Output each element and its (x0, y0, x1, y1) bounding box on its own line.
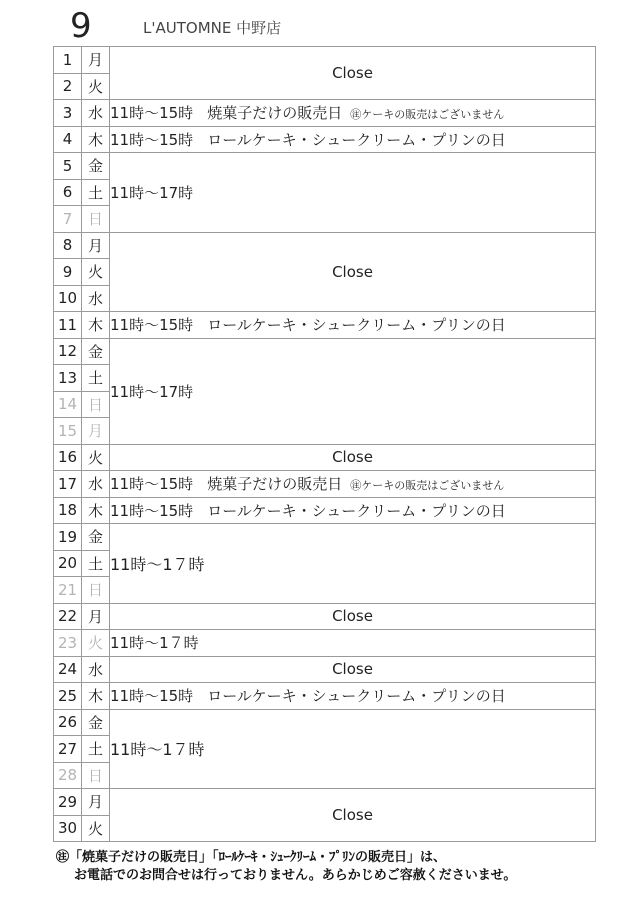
table-row (54, 47, 596, 74)
table-row (54, 683, 596, 710)
day-of-week: 火 (82, 73, 110, 100)
event-text: 焼菓子だけの販売日 (207, 104, 343, 123)
day-number: 1 (54, 47, 82, 74)
table-row (54, 312, 596, 339)
day-number: 21 (54, 577, 82, 604)
status-cell: 11時〜17時 (110, 153, 596, 233)
day-of-week: 土 (82, 365, 110, 392)
day-number: 28 (54, 762, 82, 789)
calendar-header (0, 0, 640, 46)
day-of-week: 日 (82, 577, 110, 604)
day-number: 16 (54, 444, 82, 471)
status-cell (110, 100, 596, 127)
day-of-week: 土 (82, 179, 110, 206)
day-number: 18 (54, 497, 82, 524)
table-row (54, 524, 596, 551)
day-number: 11 (54, 312, 82, 339)
day-of-week: 月 (82, 789, 110, 816)
footnote-line2: お電話でのお問合せは行っておりません。あらかじめご容赦くださいませ。 (74, 868, 517, 883)
day-number: 22 (54, 603, 82, 630)
day-of-week: 火 (82, 259, 110, 286)
status-cell: Close (110, 656, 596, 683)
table-row (54, 126, 596, 153)
day-number: 12 (54, 338, 82, 365)
day-of-week: 土 (82, 736, 110, 763)
hours-text: 11時〜15時 (110, 475, 194, 494)
day-of-week: 日 (82, 391, 110, 418)
day-of-week: 木 (82, 126, 110, 153)
day-number: 24 (54, 656, 82, 683)
day-number: 3 (54, 100, 82, 127)
day-number: 29 (54, 789, 82, 816)
schedule-table (53, 46, 596, 842)
status-cell: 11時〜17時 (110, 338, 596, 444)
day-number: 6 (54, 179, 82, 206)
status-cell: Close (110, 789, 596, 842)
day-of-week: 火 (82, 630, 110, 657)
table-row (54, 630, 596, 657)
day-number: 23 (54, 630, 82, 657)
table-row (54, 338, 596, 365)
day-of-week: 金 (82, 524, 110, 551)
hours-text: 11時〜15時 (110, 130, 194, 149)
day-of-week: 火 (82, 444, 110, 471)
day-of-week: 木 (82, 683, 110, 710)
status-cell: 11時〜1７時 (110, 709, 596, 789)
day-number: 13 (54, 365, 82, 392)
table-row (54, 444, 596, 471)
day-of-week: 木 (82, 497, 110, 524)
status-cell (110, 312, 596, 339)
day-of-week: 日 (82, 206, 110, 233)
day-of-week: 金 (82, 338, 110, 365)
day-number: 17 (54, 471, 82, 498)
status-cell (110, 497, 596, 524)
day-number: 10 (54, 285, 82, 312)
event-text: 焼菓子だけの販売日 (207, 475, 343, 494)
table-row (54, 603, 596, 630)
day-of-week: 日 (82, 762, 110, 789)
day-number: 9 (54, 259, 82, 286)
day-of-week: 水 (82, 285, 110, 312)
note-text: ㊟ケーキの販売はございません (350, 479, 505, 493)
day-number: 8 (54, 232, 82, 259)
day-number: 25 (54, 683, 82, 710)
table-row (54, 709, 596, 736)
status-cell: Close (110, 603, 596, 630)
footnote (56, 849, 616, 885)
footnote-line1: ㊟「焼菓子だけの販売日」「ﾛｰﾙｹｰｷ・ｼｭｰｸﾘｰﾑ・ﾌﾟﾘﾝの販売日」は、 (56, 850, 447, 865)
event-text: ロールケーキ・シュークリーム・プリンの日 (207, 130, 506, 149)
hours-text: 11時〜15時 (110, 104, 194, 123)
event-text: ロールケーキ・シュークリーム・プリンの日 (207, 316, 506, 335)
day-number: 15 (54, 418, 82, 445)
status-cell: Close (110, 232, 596, 312)
day-of-week: 金 (82, 709, 110, 736)
day-of-week: 月 (82, 603, 110, 630)
day-number: 19 (54, 524, 82, 551)
day-of-week: 月 (82, 47, 110, 74)
status-cell (110, 683, 596, 710)
day-number: 20 (54, 550, 82, 577)
day-number: 7 (54, 206, 82, 233)
day-number: 4 (54, 126, 82, 153)
hours-text: 11時〜15時 (110, 687, 194, 706)
day-of-week: 月 (82, 232, 110, 259)
event-text: ロールケーキ・シュークリーム・プリンの日 (207, 501, 506, 520)
table-row (54, 656, 596, 683)
status-cell: 11時〜1７時 (110, 630, 596, 657)
day-of-week: 土 (82, 550, 110, 577)
day-of-week: 月 (82, 418, 110, 445)
note-text: ㊟ケーキの販売はございません (350, 108, 505, 122)
store-name: L'AUTOMNE 中野店 (143, 19, 282, 37)
day-of-week: 木 (82, 312, 110, 339)
day-number: 30 (54, 815, 82, 842)
day-number: 2 (54, 73, 82, 100)
day-of-week: 水 (82, 100, 110, 127)
status-cell: 11時〜1７時 (110, 524, 596, 604)
hours-text: 11時〜15時 (110, 316, 194, 335)
table-row (54, 789, 596, 816)
table-row (54, 153, 596, 180)
event-text: ロールケーキ・シュークリーム・プリンの日 (207, 687, 506, 706)
table-row (54, 232, 596, 259)
status-cell (110, 471, 596, 498)
day-number: 26 (54, 709, 82, 736)
month-number: 9 (70, 6, 93, 46)
day-of-week: 水 (82, 471, 110, 498)
day-number: 27 (54, 736, 82, 763)
day-of-week: 金 (82, 153, 110, 180)
status-cell: Close (110, 47, 596, 100)
table-row (54, 497, 596, 524)
table-row (54, 471, 596, 498)
day-of-week: 水 (82, 656, 110, 683)
day-number: 14 (54, 391, 82, 418)
status-cell (110, 126, 596, 153)
day-of-week: 火 (82, 815, 110, 842)
day-number: 5 (54, 153, 82, 180)
hours-text: 11時〜15時 (110, 501, 194, 520)
table-row (54, 100, 596, 127)
status-cell: Close (110, 444, 596, 471)
